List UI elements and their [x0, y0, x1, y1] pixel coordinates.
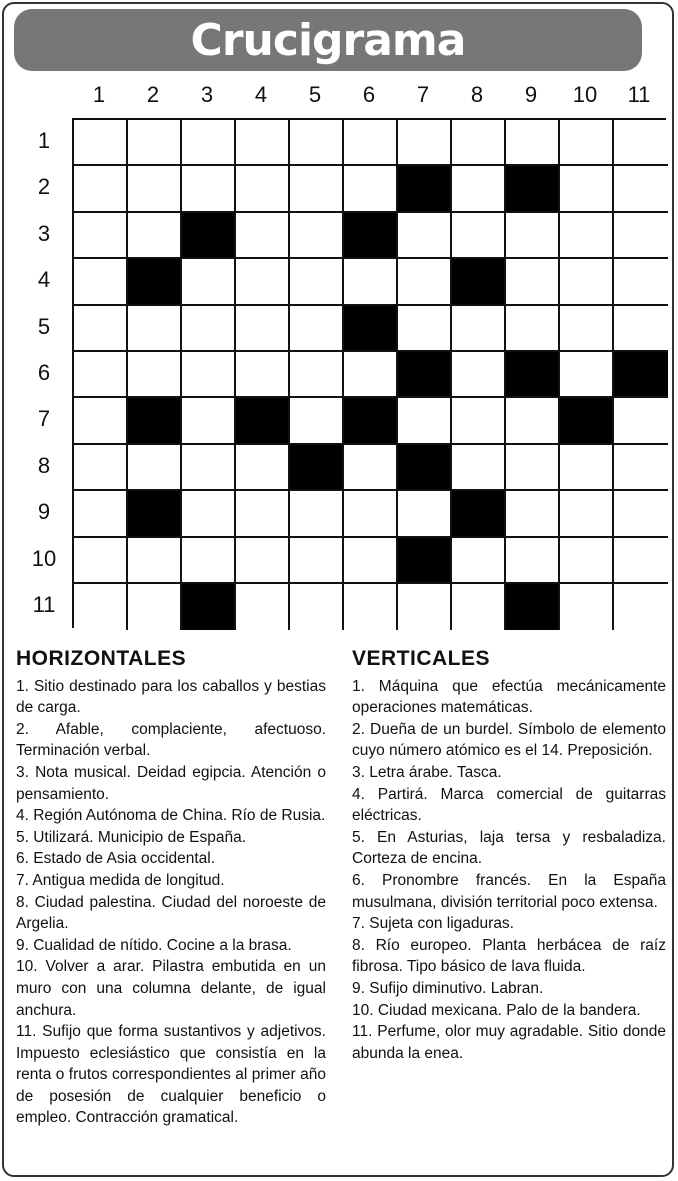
- row-number: 10: [31, 545, 57, 571]
- black-cell: [128, 259, 182, 305]
- grid-cell[interactable]: [506, 398, 560, 444]
- grid-cell[interactable]: [344, 538, 398, 584]
- grid-cell[interactable]: [290, 259, 344, 305]
- grid-cell[interactable]: [128, 538, 182, 584]
- black-cell: [182, 213, 236, 259]
- grid-cell[interactable]: [128, 584, 182, 630]
- grid-cell[interactable]: [614, 306, 668, 352]
- row-number: 2: [37, 174, 51, 200]
- grid-cell[interactable]: [398, 306, 452, 352]
- grid-cell[interactable]: [236, 538, 290, 584]
- grid-cell[interactable]: [506, 491, 560, 537]
- grid-cell[interactable]: [344, 352, 398, 398]
- grid-cell[interactable]: [614, 259, 668, 305]
- grid-cell[interactable]: [398, 398, 452, 444]
- grid-cell[interactable]: [614, 445, 668, 491]
- grid-cell[interactable]: [74, 166, 128, 212]
- grid-cell[interactable]: [560, 445, 614, 491]
- row-number: 3: [37, 220, 51, 246]
- page-title: Crucigrama: [190, 14, 466, 66]
- vertical-clue: 10. Ciudad mexicana. Palo de la bandera.: [352, 1001, 641, 1019]
- horizontal-heading: HORIZONTALES: [16, 647, 187, 670]
- grid-cell[interactable]: [290, 398, 344, 444]
- title-banner: [14, 9, 642, 71]
- grid-cell[interactable]: [128, 166, 182, 212]
- grid-cell[interactable]: [344, 259, 398, 305]
- row-number: 9: [37, 499, 51, 525]
- grid-cell[interactable]: [290, 352, 344, 398]
- horizontal-clue: 9. Cualidad de nítido. Cocine a la brasa.: [16, 936, 292, 954]
- grid-cell[interactable]: [344, 491, 398, 537]
- vertical-clue: 5. En Asturias, laja tersa y resbaladiza. Corteza de encina.: [352, 828, 666, 868]
- grid-cell[interactable]: [128, 120, 182, 166]
- grid-cell[interactable]: [236, 584, 290, 630]
- black-cell: [290, 445, 344, 491]
- grid-cell[interactable]: [398, 259, 452, 305]
- black-cell: [560, 398, 614, 444]
- grid-cell[interactable]: [182, 166, 236, 212]
- grid-cell[interactable]: [290, 166, 344, 212]
- vertical-clue: 2. Dueña de un burdel. Símbolo de elemento cuyo número atómico es el 14. Preposición.: [352, 720, 666, 760]
- grid-cell[interactable]: [344, 445, 398, 491]
- grid-cell[interactable]: [236, 491, 290, 537]
- grid-cell[interactable]: [452, 398, 506, 444]
- vertical-clue: 3. Letra árabe. Tasca.: [352, 763, 502, 781]
- grid-cell[interactable]: [452, 538, 506, 584]
- grid-cell[interactable]: [182, 398, 236, 444]
- grid-cell[interactable]: [614, 491, 668, 537]
- grid-cell[interactable]: [452, 445, 506, 491]
- vertical-clue: 7. Sujeta con ligaduras.: [352, 915, 514, 933]
- black-cell: [398, 166, 452, 212]
- horizontal-clue: 8. Ciudad palestina. Ciudad del noroeste de Argelia.: [16, 893, 326, 933]
- row-number: 8: [37, 452, 51, 478]
- grid-cell[interactable]: [290, 213, 344, 259]
- vertical-clues: [352, 648, 666, 1064]
- black-cell: [452, 259, 506, 305]
- grid-cell[interactable]: [506, 538, 560, 584]
- vertical-clue: 8. Río europeo. Planta herbácea de raíz fibrosa. Tipo básico de lava fluida.: [352, 936, 666, 976]
- grid-cell[interactable]: [182, 538, 236, 584]
- black-cell: [398, 445, 452, 491]
- grid-cell[interactable]: [236, 259, 290, 305]
- black-cell: [344, 306, 398, 352]
- grid-cell[interactable]: [398, 120, 452, 166]
- grid-cell[interactable]: [560, 306, 614, 352]
- grid-cell[interactable]: [344, 166, 398, 212]
- column-numbers: [72, 82, 664, 112]
- horizontal-clue: 4. Región Autónoma de China. Río de Rusia.: [16, 807, 326, 825]
- row-numbers: [14, 118, 74, 628]
- black-cell: [344, 398, 398, 444]
- grid-cell[interactable]: [560, 259, 614, 305]
- grid-cell[interactable]: [506, 259, 560, 305]
- grid-cell[interactable]: [452, 120, 506, 166]
- grid-cell[interactable]: [290, 538, 344, 584]
- horizontal-clue: 2. Afable, complaciente, afectuoso. Terminación verbal.: [16, 720, 326, 760]
- grid-cell[interactable]: [236, 213, 290, 259]
- black-cell: [344, 213, 398, 259]
- grid-cell[interactable]: [614, 166, 668, 212]
- grid-cell[interactable]: [560, 166, 614, 212]
- black-cell: [452, 491, 506, 537]
- grid-cell[interactable]: [182, 445, 236, 491]
- grid-cell[interactable]: [614, 120, 668, 166]
- column-number: 9: [524, 82, 538, 107]
- black-cell: [128, 398, 182, 444]
- grid-cell[interactable]: [74, 491, 128, 537]
- row-number: 1: [37, 128, 51, 153]
- grid-cell[interactable]: [560, 538, 614, 584]
- grid-cell[interactable]: [128, 213, 182, 259]
- column-number: 4: [254, 82, 268, 107]
- grid-cell[interactable]: [560, 120, 614, 166]
- column-number: 5: [308, 82, 322, 107]
- black-cell: [506, 352, 560, 398]
- grid-cell[interactable]: [398, 491, 452, 537]
- grid-cell[interactable]: [74, 352, 128, 398]
- horizontal-clue: 7. Antigua medida de longitud.: [16, 871, 225, 889]
- column-number: 11: [627, 82, 651, 107]
- grid-cell[interactable]: [236, 352, 290, 398]
- column-number: 7: [416, 82, 430, 107]
- grid-cell[interactable]: [236, 166, 290, 212]
- row-number: 11: [32, 592, 56, 617]
- grid-cell[interactable]: [290, 584, 344, 630]
- grid-cell[interactable]: [452, 213, 506, 259]
- grid-cell[interactable]: [452, 306, 506, 352]
- black-cell: [398, 352, 452, 398]
- grid-cell[interactable]: [182, 306, 236, 352]
- grid-cell[interactable]: [236, 120, 290, 166]
- vertical-clue: 4. Partirá. Marca comercial de guitarras eléctricas.: [352, 785, 666, 825]
- grid-cell[interactable]: [452, 352, 506, 398]
- grid-cell[interactable]: [344, 584, 398, 630]
- grid-cell[interactable]: [614, 213, 668, 259]
- grid-cell[interactable]: [452, 166, 506, 212]
- column-number: 3: [200, 82, 214, 107]
- row-number: 6: [37, 360, 51, 385]
- horizontal-clue: 6. Estado de Asia occidental.: [16, 850, 216, 868]
- grid-cell[interactable]: [614, 584, 668, 630]
- grid-cell[interactable]: [74, 445, 128, 491]
- horizontal-clue: 3. Nota musical. Deidad egipcia. Atención o pensamiento.: [16, 763, 326, 803]
- horizontal-clues: [16, 648, 326, 1129]
- grid-cell[interactable]: [74, 120, 128, 166]
- horizontal-clue: 10. Volver a arar. Pilastra embutida en un muro con una columna delante, de igual anchura.: [16, 958, 326, 1019]
- grid-cell[interactable]: [236, 445, 290, 491]
- grid-cell[interactable]: [290, 120, 344, 166]
- vertical-clue: 6. Pronombre francés. En la España musulmana, división territorial poco extensa.: [352, 871, 666, 911]
- black-cell: [236, 398, 290, 444]
- vertical-heading: VERTICALES: [352, 647, 491, 670]
- horizontal-clue: 1. Sitio destinado para los caballos y bestias de carga.: [16, 677, 326, 717]
- vertical-clue: 11. Perfume, olor muy agradable. Sitio donde abunda la enea.: [352, 1023, 666, 1062]
- grid-cell[interactable]: [74, 306, 128, 352]
- horizontal-clue: 5. Utilizará. Municipio de España.: [16, 828, 247, 846]
- grid-cell[interactable]: [614, 538, 668, 584]
- horizontal-clue: 11. Sufijo que forma sustantivos y adjetivos. Impuesto eclesiástico que consistía en la renta o frutos correspondientes al primer año de posesión de cualquier beneficio o empleo. Contracción gramatical.: [16, 1023, 326, 1127]
- grid-cell[interactable]: [290, 306, 344, 352]
- vertical-clue: 9. Sufijo diminutivo. Labran.: [352, 979, 544, 997]
- grid-cell[interactable]: [74, 259, 128, 305]
- grid-cell[interactable]: [182, 491, 236, 537]
- grid-cell[interactable]: [236, 306, 290, 352]
- vertical-clue: 1. Máquina que efectúa mecánicamente operaciones matemáticas.: [352, 677, 666, 717]
- grid-cell[interactable]: [290, 491, 344, 537]
- grid-cell[interactable]: [560, 584, 614, 630]
- row-number: 7: [37, 406, 51, 432]
- column-number: 1: [92, 82, 106, 107]
- black-cell: [506, 584, 560, 630]
- grid-cell[interactable]: [128, 352, 182, 398]
- row-number: 5: [37, 313, 51, 339]
- grid-cell[interactable]: [614, 398, 668, 444]
- grid-cell[interactable]: [506, 120, 560, 166]
- black-cell: [614, 352, 668, 398]
- grid-cell[interactable]: [74, 584, 128, 630]
- black-cell: [506, 166, 560, 212]
- grid-cell[interactable]: [74, 398, 128, 444]
- black-cell: [398, 538, 452, 584]
- grid-cell[interactable]: [452, 584, 506, 630]
- black-cell: [182, 584, 236, 630]
- grid-cell[interactable]: [182, 120, 236, 166]
- grid-cell[interactable]: [128, 445, 182, 491]
- grid-cell[interactable]: [398, 584, 452, 630]
- column-number: 10: [572, 82, 598, 107]
- grid-cell[interactable]: [560, 491, 614, 537]
- grid-cell[interactable]: [560, 352, 614, 398]
- grid-cell[interactable]: [182, 352, 236, 398]
- grid-cell[interactable]: [344, 120, 398, 166]
- grid-cell[interactable]: [506, 213, 560, 259]
- grid-cell[interactable]: [506, 445, 560, 491]
- black-cell: [128, 491, 182, 537]
- column-number: 6: [362, 82, 376, 107]
- row-number: 4: [37, 267, 51, 293]
- column-number: 8: [470, 82, 484, 107]
- grid-cell[interactable]: [506, 306, 560, 352]
- crossword-grid: [72, 118, 666, 628]
- grid-cell[interactable]: [182, 259, 236, 305]
- grid-cell[interactable]: [74, 538, 128, 584]
- column-number: 2: [146, 82, 160, 107]
- grid-cell[interactable]: [398, 213, 452, 259]
- grid-cell[interactable]: [560, 213, 614, 259]
- grid-cell[interactable]: [74, 213, 128, 259]
- grid-cell[interactable]: [128, 306, 182, 352]
